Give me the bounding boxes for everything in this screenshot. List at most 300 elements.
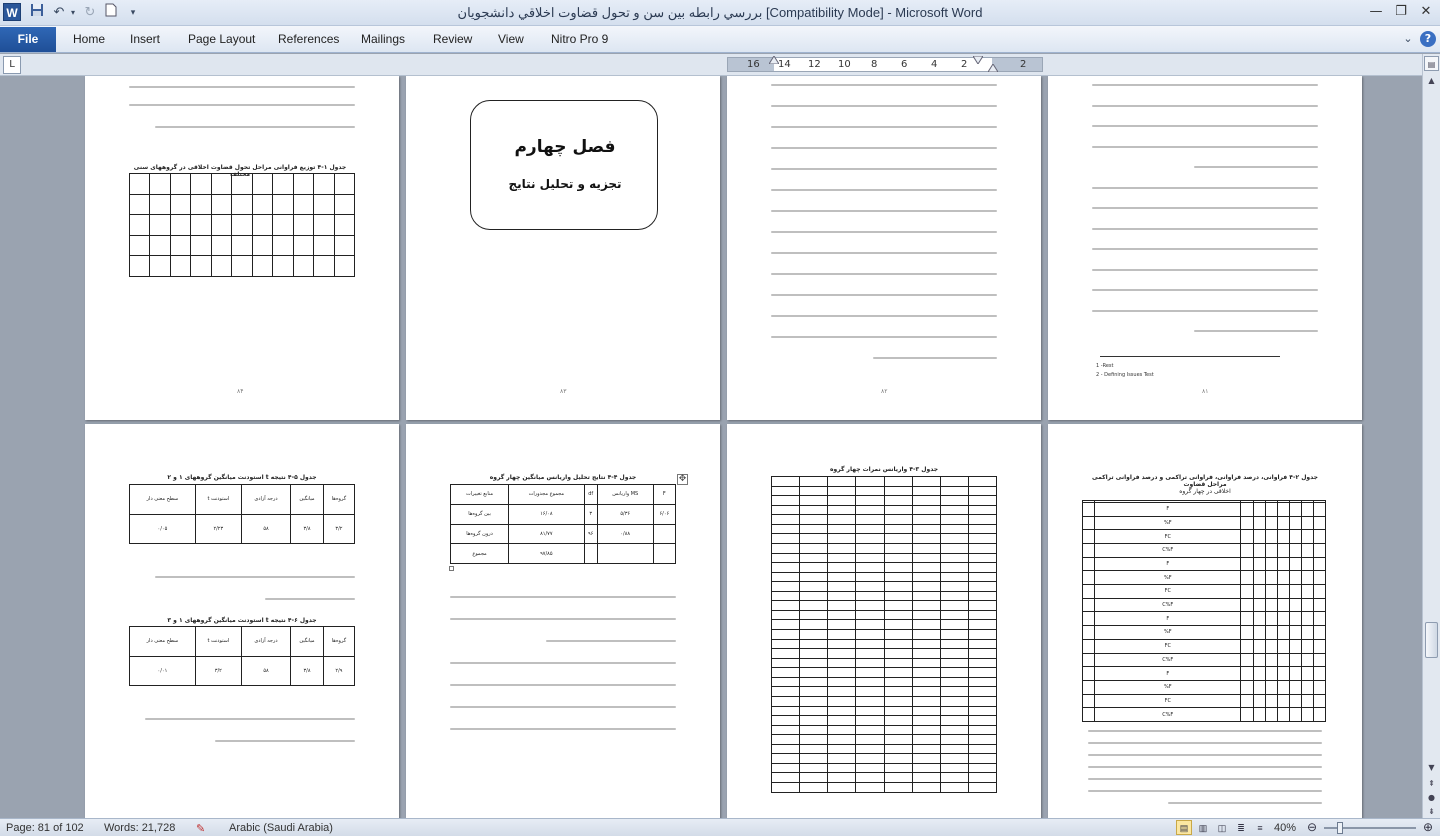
table-cell [252,194,272,215]
redo-icon[interactable]: ↻ [84,5,96,20]
close-icon[interactable]: ✕ [1420,4,1432,19]
table-cell [828,534,856,544]
web-layout-icon[interactable]: ◫ [1217,823,1227,833]
table-cell: ۸۱/۷۷ [509,524,584,544]
table-cell [968,783,996,793]
ruler-number: 12 [808,59,821,70]
table-cell [884,649,912,659]
text-line [771,189,997,191]
table-cell [1241,626,1253,640]
table-cell [800,477,828,487]
ruler-toggle-icon[interactable]: ▤ [1424,56,1439,71]
table-cell: ۹۶ [584,524,597,544]
table-row [1083,557,1326,571]
table-cell: گروه‌ها [323,627,354,657]
ruler-number: 16 [747,59,760,70]
table-cell [800,763,828,773]
table-cell [884,725,912,735]
table-cell [856,630,884,640]
table-cell [1241,639,1253,653]
anova-table [450,484,676,564]
zoom-in-icon[interactable]: ⊕ [1422,820,1434,834]
table-cell [1253,571,1265,585]
table-cell [1265,530,1277,544]
table-cell [856,783,884,793]
table-row [772,505,997,515]
table-resize-handle[interactable] [449,566,454,571]
page-number: ۸۳ [560,388,567,395]
text-line [771,147,997,149]
table-cell [912,591,940,601]
table-cell [828,524,856,534]
table-cell [772,496,800,506]
chapter-title: فصل چهارم [514,137,616,157]
table-cell [800,601,828,611]
table-row [772,610,997,620]
text-line [1092,84,1318,86]
text-line [1092,105,1318,107]
table-cell: ۱۶/۰۸ [509,504,584,524]
table-cell [828,543,856,553]
table-cell [772,649,800,659]
table-cell [1313,680,1325,694]
table-cell [1265,680,1277,694]
table-cell [940,534,968,544]
table-cell [1253,530,1265,544]
table-cell [884,783,912,793]
text-line [1194,166,1318,168]
table-cell [912,601,940,611]
chevron-down-icon[interactable]: ⌄ [1403,32,1413,45]
table-row [772,668,997,678]
previous-page-icon[interactable]: ⇞ [1428,779,1435,788]
table-cell [940,524,968,534]
table-cell [912,706,940,716]
table-row [772,563,997,573]
table-cell [1241,530,1253,544]
table-cell [1277,694,1289,708]
table-cell: F [1095,612,1241,626]
table-cell [856,591,884,601]
table-cell [940,744,968,754]
text-line [771,273,997,275]
page-82[interactable] [727,76,1041,420]
table-cell [1313,694,1325,708]
table-cell [968,763,996,773]
table-cell [130,256,150,277]
tab-page-layout[interactable]: Page Layout [188,32,256,46]
table-cell [856,773,884,783]
right-indent-marker[interactable] [988,64,998,72]
table-cell [856,572,884,582]
table-cell [1289,557,1301,571]
table-cell [800,716,828,726]
table-cell [1265,653,1277,667]
table-cell [912,735,940,745]
table-cell: ۲/۲۳ [195,514,241,544]
table-row [1083,612,1326,626]
table-cell [1277,516,1289,530]
table-cell [884,744,912,754]
table-cell [828,496,856,506]
page-number: ۸۱ [1202,388,1209,395]
table-cell [1253,680,1265,694]
table-cell [1241,516,1253,530]
table-cell [1241,557,1253,571]
table-cell [828,735,856,745]
table-cell [940,601,968,611]
table-cell [884,543,912,553]
table-cell [884,687,912,697]
table-row [1083,667,1326,681]
page-81[interactable] [1048,76,1362,420]
tab-references[interactable]: References [278,32,340,46]
table-cell [1313,653,1325,667]
table-cell [1301,708,1313,722]
table-cell [940,725,968,735]
table-cell [912,639,940,649]
table-cell [772,610,800,620]
table-cell [828,505,856,515]
table-cell [856,754,884,764]
next-page-icon[interactable]: ⇟ [1428,807,1435,816]
table-cell [968,496,996,506]
table-cell [884,505,912,515]
table-cell [1301,639,1313,653]
table-cell: منابع تغییرات [451,485,509,505]
table-cell [1289,530,1301,544]
table-cell [1277,626,1289,640]
table-cell [1241,571,1253,585]
draft-view-icon[interactable]: ≡ [1257,823,1263,833]
table-cell [856,534,884,544]
text-line [1092,207,1318,209]
table-cell [856,677,884,687]
table-cell [800,649,828,659]
language-status[interactable]: Arabic (Saudi Arabia) [229,822,333,834]
table-row [772,687,997,697]
table-cell [314,194,334,215]
table-cell [1301,585,1313,599]
table-row [772,601,997,611]
table-cell [828,563,856,573]
table-cell [940,486,968,496]
table-cell [912,677,940,687]
page-count-status[interactable]: Page: 81 of 102 [6,822,84,834]
table-cell [772,534,800,544]
proofing-icon[interactable]: ✎ [196,823,206,835]
page-variance[interactable] [727,424,1041,818]
undo-icon[interactable]: ↶ [53,5,65,20]
table-cell [1301,516,1313,530]
table-cell [884,582,912,592]
table-cell [1083,598,1095,612]
table-cell [912,630,940,640]
table-cell [940,716,968,726]
table-row [772,763,997,773]
table-cell [273,194,293,215]
table-cell: F [653,485,675,505]
table-cell [170,256,190,277]
table-cell [940,639,968,649]
page-frequency[interactable] [1048,424,1362,818]
table-cell [828,783,856,793]
table-cell [912,658,940,668]
table-cell [940,658,968,668]
table-cell [772,639,800,649]
table-cell [597,544,653,564]
word-count-status[interactable]: Words: 21,728 [104,822,176,834]
table-cell [856,505,884,515]
table-cell [293,174,313,195]
table-cell [856,610,884,620]
ruler-number: 2 [961,59,968,70]
table-cell [772,687,800,697]
table-cell [828,668,856,678]
minimize-icon[interactable]: — [1369,4,1383,19]
table-cell [800,668,828,678]
table-cell [252,174,272,195]
table-cell [150,194,170,215]
table-cell [800,515,828,525]
table-cell [828,649,856,659]
table-cell [912,716,940,726]
table-cell [912,515,940,525]
table-cell [940,496,968,506]
footnote: 2 - Defining Issues Test [1096,372,1154,378]
table-cell [940,649,968,659]
table-caption: جدول ۶-۴ نتیجه t استودنت میانگین گروههای ۱ و ۳ [167,617,317,624]
table-cell [940,515,968,525]
zoom-slider-thumb[interactable] [1337,822,1343,834]
undo-dropdown-icon[interactable]: ▾ [70,8,75,17]
scroll-down-icon[interactable]: ▼ [1428,763,1435,772]
table-cell [1253,598,1265,612]
table-cell [1289,544,1301,558]
text-line [1092,289,1318,291]
table-cell [800,543,828,553]
table-cell [1265,516,1277,530]
table-cell [772,524,800,534]
page-number: ۸۴ [237,388,244,395]
table-move-handle-icon[interactable]: ✥ [678,474,687,484]
table-cell [968,658,996,668]
table-cell: C%F [1095,653,1241,667]
table-row [772,496,997,506]
table-cell [912,725,940,735]
document-canvas[interactable] [0,76,1422,818]
table-row [772,754,997,764]
table-cell [828,744,856,754]
table-cell [800,630,828,640]
table-cell [912,477,940,487]
table-cell [800,706,828,716]
table-cell [232,235,252,256]
table-cell [150,256,170,277]
table-cell [1265,694,1277,708]
table-cell [191,235,211,256]
table-cell [884,706,912,716]
table-row [130,235,355,256]
table-cell [1313,530,1325,544]
table-cell: ۲/۹ [323,656,354,686]
table-caption: جدول ۲-۴ فراوانی، درصد فراوانی، فراوانی تراکمی و درصد فراوانی تراکمی مراحل قضاوت [1092,474,1318,488]
tab-home[interactable]: Home [73,32,106,46]
table-cell [940,553,968,563]
table-cell [940,477,968,487]
page-83[interactable] [406,76,720,420]
table-cell [856,601,884,611]
zoom-out-icon[interactable]: ⊖ [1306,820,1318,834]
text-line [771,126,997,128]
table-cell [968,677,996,687]
horizontal-ruler[interactable] [727,57,1043,72]
table-row [1083,639,1326,653]
table-row [772,572,997,582]
text-line [1092,310,1318,312]
table-cell [772,716,800,726]
page-ttest[interactable] [85,424,399,818]
restore-icon[interactable]: ❐ [1395,4,1407,19]
first-line-indent-marker[interactable] [973,56,983,64]
help-icon[interactable]: ? [1420,31,1436,47]
scroll-thumb[interactable] [1425,622,1438,658]
tab-insert[interactable]: Insert [130,32,161,46]
table-cell [130,235,150,256]
word-app-icon[interactable]: W [3,3,21,21]
table-cell [1289,502,1301,516]
tab-file[interactable]: File [0,27,56,52]
page-anova[interactable] [406,424,720,818]
table-cell [1301,571,1313,585]
table-cell [191,256,211,277]
table-cell [653,544,675,564]
table-cell [968,706,996,716]
print-layout-view-icon[interactable]: ▤ [1176,820,1192,835]
table-cell [1241,585,1253,599]
table-cell [912,572,940,582]
left-indent-marker[interactable] [769,56,779,64]
table-cell [912,620,940,630]
table-row [772,515,997,525]
table-cell [1265,502,1277,516]
text-line [771,168,997,170]
tab-view[interactable]: View [498,32,524,46]
table-cell [968,486,996,496]
table-cell [940,563,968,573]
table-cell [232,194,252,215]
table-cell [968,716,996,726]
table-cell [1301,694,1313,708]
table-cell [884,477,912,487]
window-title: بررسي رابطه بين سن و تحول قضاوت اخلاقي دانشجويان [Compatibility Mode] - Microsoft Word [457,5,983,20]
table-cell [884,668,912,678]
table-cell [968,610,996,620]
table-cell [1253,516,1265,530]
table-cell [828,773,856,783]
status-bar [0,818,1440,836]
table-cell [800,553,828,563]
table-cell [856,639,884,649]
table-cell [800,591,828,601]
table-cell [912,505,940,515]
table-cell [828,716,856,726]
table-cell [884,639,912,649]
table-cell [1083,612,1095,626]
table-cell [273,235,293,256]
table-cell [856,744,884,754]
table-cell [856,716,884,726]
table-cell [1083,516,1095,530]
text-line [771,231,997,233]
table-cell [968,773,996,783]
table-cell [968,572,996,582]
table-cell [1253,626,1265,640]
table-cell [1241,612,1253,626]
table-cell [884,553,912,563]
scroll-up-icon[interactable]: ▲ [1428,76,1435,85]
tab-review[interactable]: Review [433,32,473,46]
table-cell [912,563,940,573]
table-cell [273,256,293,277]
table-row [451,485,676,505]
table-cell [1265,667,1277,681]
table-cell [828,677,856,687]
table-cell [884,658,912,668]
table-row [772,735,997,745]
footnote: 1 -Rest [1096,363,1114,369]
table-cell [334,256,354,277]
table-cell [828,725,856,735]
full-screen-reading-icon[interactable]: ▥ [1198,823,1208,833]
table-cell [1313,626,1325,640]
table-cell: مجموع مجذورات [509,485,584,505]
table-cell [772,591,800,601]
table-cell [828,572,856,582]
ribbon-tabs [0,26,1440,53]
table-cell [1083,571,1095,585]
table-cell [293,215,313,236]
table-cell [912,649,940,659]
outline-view-icon[interactable]: ≣ [1237,823,1245,833]
vertical-scrollbar[interactable] [1422,54,1440,818]
customize-toolbar-icon[interactable]: ▾ [130,8,136,18]
table-cell [828,601,856,611]
table-cell [1083,639,1095,653]
page-number: ۸۲ [881,388,888,395]
table-cell [940,505,968,515]
table-cell: ۵/۳۶ [597,504,653,524]
table-cell [772,477,800,487]
table-cell: سطح معنی دار [130,485,196,515]
table-cell [884,572,912,582]
table-cell [1083,667,1095,681]
table-cell [856,543,884,553]
zoom-level[interactable]: 40% [1274,822,1297,834]
table-cell [912,696,940,706]
tab-selector-button[interactable]: L [3,56,21,74]
table-cell [1083,694,1095,708]
tab-nitro-pro[interactable]: Nitro Pro 9 [551,32,609,46]
browse-object-icon[interactable]: ● [1428,793,1435,802]
table-cell [1313,516,1325,530]
page-84[interactable] [85,76,399,420]
table-row [1083,694,1326,708]
table-cell [968,630,996,640]
tab-mailings[interactable]: Mailings [361,32,406,46]
table-cell [1313,544,1325,558]
table-cell [1277,571,1289,585]
